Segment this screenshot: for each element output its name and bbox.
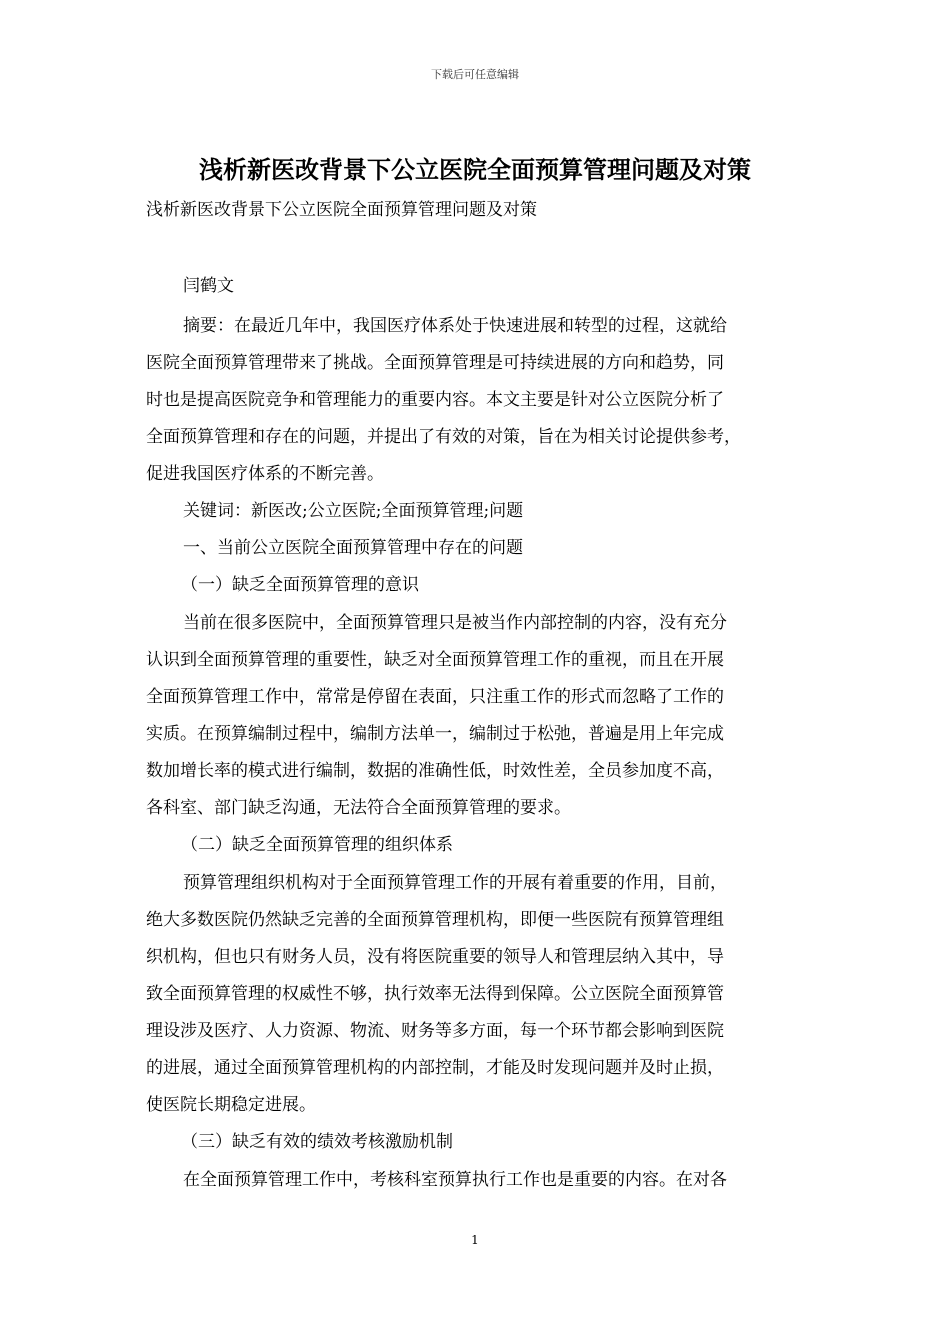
body-line: 使医院长期稳定进展。: [146, 1095, 316, 1115]
body-line: 的进展，通过全面预算管理机构的内部控制，才能及时发现问题并及时止损，: [146, 1058, 724, 1078]
header-note: 下载后可任意编辑: [431, 68, 519, 81]
author-line: 闫鹤文: [183, 276, 234, 296]
abstract-line: 促进我国医疗体系的不断完善。: [146, 464, 384, 484]
subtitle-line: 浅析新医改背景下公立医院全面预算管理问题及对策: [146, 200, 537, 220]
abstract-line: 时也是提高医院竞争和管理能力的重要内容。本文主要是针对公立医院分析了: [146, 390, 724, 410]
body-line: 实质。在预算编制过程中，编制方法单一，编制过于松弛，普遍是用上年完成: [146, 724, 724, 744]
body-line: 各科室、部门缺乏沟通，无法符合全面预算管理的要求。: [146, 798, 571, 818]
body-line: 预算管理组织机构对于全面预算管理工作的开展有着重要的作用，目前，: [183, 873, 727, 893]
body-line: 理设涉及医疗、人力资源、物流、财务等多方面，每一个环节都会影响到医院: [146, 1021, 724, 1041]
body-line: 织机构，但也只有财务人员，没有将医院重要的领导人和管理层纳入其中，导: [146, 947, 724, 967]
body-line: 数加增长率的模式进行编制，数据的准确性低，时效性差，全员参加度不高，: [146, 761, 724, 781]
body-line: 在全面预算管理工作中，考核科室预算执行工作也是重要的内容。在对各: [183, 1170, 727, 1190]
body-line: 绝大多数医院仍然缺乏完善的全面预算管理机构，即便一些医院有预算管理组: [146, 910, 724, 930]
body-line: 认识到全面预算管理的重要性，缺乏对全面预算管理工作的重视，而且在开展: [146, 650, 724, 670]
subsection-heading: （一）缺乏全面预算管理的意识: [181, 575, 419, 595]
abstract-line: 全面预算管理和存在的问题，并提出了有效的对策，旨在为相关讨论提供参考，: [146, 427, 741, 447]
subsection-heading: （二）缺乏全面预算管理的组织体系: [181, 835, 453, 855]
subsection-heading: （三）缺乏有效的绩效考核激励机制: [181, 1132, 453, 1152]
section-heading: 一、当前公立医院全面预算管理中存在的问题: [183, 538, 523, 558]
keywords-line: 关键词：新医改;公立医院;全面预算管理;问题: [183, 501, 524, 521]
abstract-line: 摘要：在最近几年中，我国医疗体系处于快速进展和转型的过程，这就给: [183, 316, 727, 336]
document-title: 浅析新医改背景下公立医院全面预算管理问题及对策: [199, 155, 751, 184]
body-line: 当前在很多医院中，全面预算管理只是被当作内部控制的内容，没有充分: [183, 613, 727, 633]
abstract-line: 医院全面预算管理带来了挑战。全面预算管理是可持续进展的方向和趋势，同: [146, 353, 724, 373]
page-number: 1: [471, 1233, 479, 1247]
body-line: 全面预算管理工作中，常常是停留在表面，只注重工作的形式而忽略了工作的: [146, 687, 724, 707]
body-line: 致全面预算管理的权威性不够，执行效率无法得到保障。公立医院全面预算管: [146, 984, 724, 1004]
